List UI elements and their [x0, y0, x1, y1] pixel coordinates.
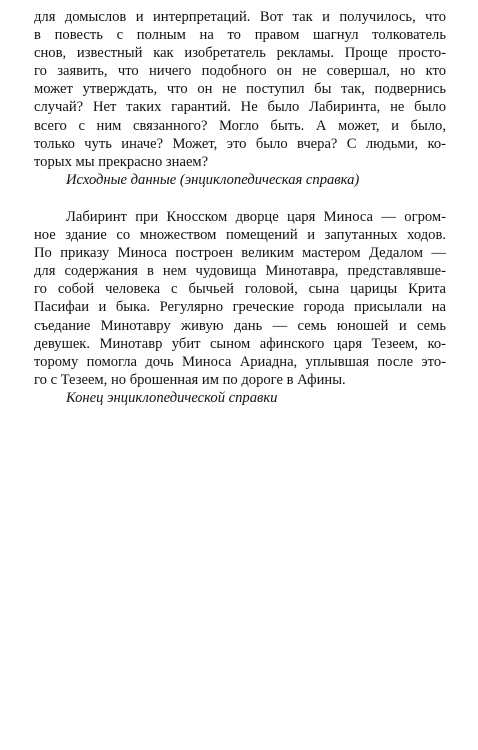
- text-line: всего с ним связанного? Могло быть. А может, и было,: [34, 117, 446, 134]
- text-line: Пасифаи и быка. Регулярно греческие города присылали на: [34, 299, 446, 316]
- paragraph-encyclopedia: [34, 208, 446, 389]
- paragraph-intro: [34, 8, 446, 171]
- text-line: только чуть иначе? Может, это было вчера? С людьми, ко-: [34, 135, 446, 152]
- document-page: [34, 8, 446, 407]
- text-line: По приказу Миноса построен великим мастером Дедалом —: [34, 245, 446, 262]
- text-line: ное здание со множеством помещений и запутанных ходов.: [34, 227, 446, 244]
- section-heading-end: Конец энциклопедической справки: [66, 389, 278, 406]
- text-line: торому помогла дочь Миноса Ариадна, уплывшая после это-: [34, 353, 446, 370]
- text-line: в повесть с полным на то правом шагнул толкователь: [34, 27, 446, 44]
- section-heading-start: Исходные данные (энциклопедическая справка): [66, 171, 360, 188]
- text-line: го заявить, что ничего подобного он не совершал, но кто: [34, 63, 446, 80]
- text-line: девушек. Минотавр убит сыном афинского царя Тезеем, ко-: [34, 335, 446, 352]
- text-line: го собой человека с бычьей головой, сына царицы Крита: [34, 281, 446, 298]
- text-line: Лабиринт при Кносском дворце царя Миноса — огром-: [66, 208, 446, 225]
- text-line: для домыслов и интерпретаций. Вот так и получилось, что: [34, 9, 446, 25]
- text-line: может утверждать, что он не поступил бы так, подвернись: [34, 81, 446, 98]
- text-line: снов, известный как изобретатель рекламы. Проще просто-: [34, 45, 446, 62]
- text-line: го с Тезеем, но брошенная им по дороге в Афины.: [34, 371, 346, 388]
- text-line: случай? Нет таких гарантий. Не было Лабиринта, не было: [34, 99, 446, 116]
- text-line: съедание Минотавру живую дань — семь юношей и семь: [34, 317, 446, 334]
- spacer: [34, 189, 446, 208]
- text-line: торых мы прекрасно знаем?: [34, 153, 209, 170]
- text-line: для содержания в нем чудовища Минотавра, представлявше-: [34, 263, 446, 280]
